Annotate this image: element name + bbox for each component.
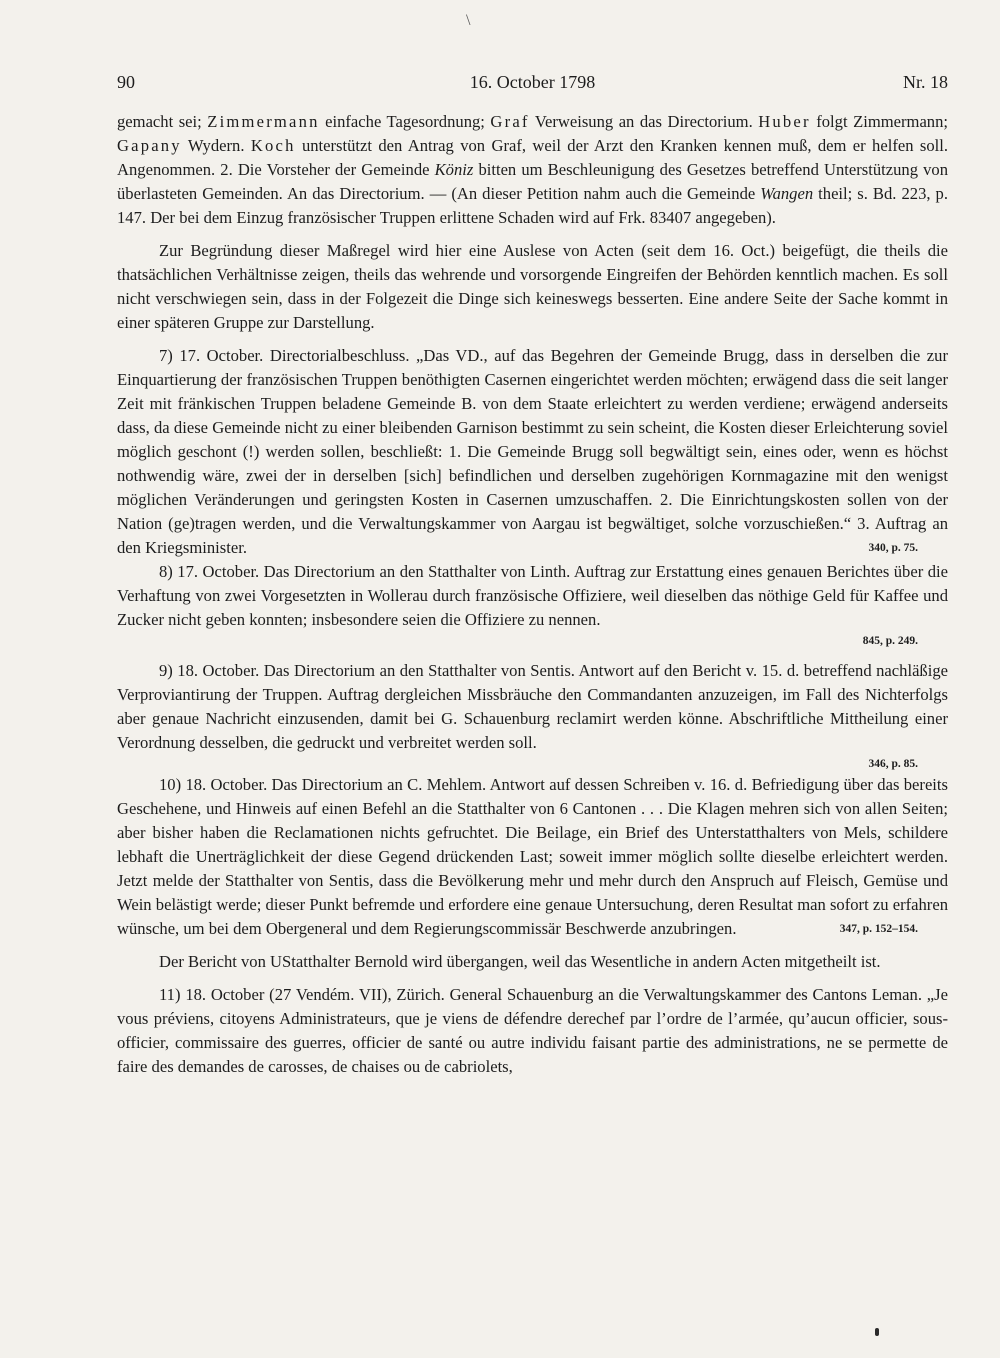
paragraph-item-10 — [117, 773, 948, 941]
page-header — [117, 72, 948, 98]
item-text: 7) 17. October. Directorialbeschluss. „Das VD., auf das Begehren der Gemeinde Brugg, dass in derselben die zur Einquartierung der französischen Truppen benöthigten Casernen eingerichtet werden möchten; erwägend dass die seit langer Zeit mit fränkischen Truppen beladene Gemeinde B. von dem Staate erleichtert zu werden verdiene; erwägend anderseits dass, da diese Gemeinde nicht zu einer bleibenden Garnison bestimmt zu sein scheint, die Kosten dieser Erleichterung soviel möglich geschont (!) werden sollen, beschließt: 1. Die Gemeinde Brugg soll begwältigt sein, eines oder, wenn es höchst nothwendig wäre, zwei der in derselben [sich] befindlichen und derselben zugehörigen Kornmagazine mit den wenigst möglichen Veränderungen und geringsten Kosten in Casernen umzuschaffen. 2. Die Einrichtungskosten sollen von der Nation (ge)tragen werden, und die Verwaltungskammer von Aargau ist begwältiget, solche vorzuschießen.“ 3. Auftrag an den Kriegsminister. — [117, 346, 948, 557]
source-reference: 346, p. 85. — [868, 758, 918, 770]
header-number: Nr. 18 — [903, 72, 948, 92]
spaced-name: Zimmermann — [207, 112, 320, 131]
item-text: 9) 18. October. Das Directorium an den Statthalter von Sentis. Antwort auf den Bericht v. 15. d. betreffend nachläßige Verproviantirung der Truppen. Auftrag dergleichen Missbräuche den Commandanten anzuzeigen, im Fall des Nichterfolgs aber genaue Nachricht einzusenden, damit bei G. Schauenburg reclamirt werden könne. Abschriftliche Mittheilung einer Verordnung desselben, die gedruckt und verbreitet werden soll. — [117, 661, 948, 752]
italic-place-name: Wangen — [760, 184, 814, 203]
paragraph-intro: Zur Begründung dieser Maßregel wird hier eine Auslese von Acten (seit dem 16. Oct.) beigefügt, die theils die thatsächlichen Verhältnisse zeigen, theils das wehrende und vorsorgende Eingreifen der Behörden kenntlich machen. Es soll nicht verschwiegen sein, dass in der Folgezeit die Dinge sich keineswegs besserten. Eine andere Seite der Sache kommt in einer späteren Gruppe zur Darstellung. — [117, 241, 948, 332]
text-run: folgt Zimmermann; — [810, 112, 949, 131]
spaced-name: Koch — [250, 136, 296, 155]
item-text: 10) 18. October. Das Directorium an C. Mehlem. Antwort auf dessen Schreiben v. 16. d. Befriedigung über das bereits Geschehene, und Hinweis auf einen Befehl an die Statthalter von 6 Cantonen . . . Die Klagen mehren sich von allen Seiten; aber bisher haben die Reclamationen nichts gefruchtet. Die Beilage, ein Brief des Unterstatthalters von Mels, schildere lebhaft die Unerträglichkeit der diese Gegend drückenden Last; soweit immer möglich sollte dieselbe erleichtert werden. Jetzt melde der Statthalter von Sentis, dass die Bevölkerung mehr und mehr durch den Anspruch auf Fleisch, Gemüse und Wein belästigt werde; dieser Punkt befremde und erfordere eine genaue Untersuchung, deren Resultat man sofort zu erfahren wünsche, um bei dem Obergeneral und dem Regierungscommissär Beschwerde anzubringen. — [117, 775, 948, 938]
source-reference: 845, p. 249. — [862, 635, 918, 647]
text-run: gemacht sei; — [117, 112, 208, 131]
scan-speck — [875, 1328, 879, 1336]
italic-place-name: Köniz — [434, 160, 474, 179]
document-body — [117, 110, 948, 1079]
paragraph-bernold-note: Der Bericht von UStatthalter Bernold wird übergangen, weil das Wesentliche in andern Acten mitgetheilt ist. — [159, 952, 881, 971]
text-run: Wydern. — [181, 136, 251, 155]
source-reference: 347, p. 152–154. — [839, 923, 918, 935]
page-number: 90 — [117, 72, 135, 92]
text-run: theil; s. Bd. 223, p. 147. Der bei dem Einzug französischer Truppen erlittene Schaden wird auf Frk. 83407 angegeben). — [117, 184, 948, 227]
spaced-name: Huber — [758, 112, 811, 131]
paragraph-item-7 — [117, 344, 948, 560]
spaced-name: Graf — [490, 112, 530, 131]
text-run: einfache Tagesordnung; — [319, 112, 491, 131]
header-date: 16. October 1798 — [469, 72, 596, 92]
paragraph-item-11: 11) 18. October (27 Vendém. VII), Zürich. General Schauenburg an die Verwaltungskammer des Cantons Leman. „Je vous préviens, citoyens Administrateurs, que je viens de défendre derechef par l’ordre de l’armée, qu’aucun officier, sous-officier, commissaire des guerres, officier de santé ou autre individu faisant partie des administrations, ne se permette de faire des demandes de carosses, de chaises ou de cabriolets, — [117, 985, 948, 1076]
text-run: Verweisung an das Directorium. — [529, 112, 759, 131]
top-margin-mark: \ — [466, 12, 471, 29]
paragraph-item-9 — [117, 659, 948, 755]
text-run: unterstützt den Antrag von Graf, weil der Arzt den Kranken kennen muß, dem er helfen soll. Angenommen. 2. Die Vorsteher der Gemeinde — [117, 136, 949, 179]
spaced-name: Gapany — [117, 136, 182, 155]
paragraph-continuation — [117, 110, 948, 230]
paragraph-item-8 — [117, 560, 948, 632]
item-text: 8) 17. October. Das Directorium an den Statthalter von Linth. Auftrag zur Erstattung eines genauen Berichtes über die Verhaftung von zwei Vorgesetzten in Wollerau durch französische Offiziere, weil dieselben das nöthige Geld für Kaffee und Zucker nicht geben konnten; insbesondere seien die Offiziere zu nennen. — [117, 562, 948, 629]
text-run: bitten um Beschleunigung des Gesetzes betreffend Unterstützung von überlasteten Gemeinden. An das Directorium. — (An dieser Petition nahm auch die Gemeinde — [117, 160, 948, 203]
source-reference: 340, p. 75. — [868, 542, 918, 554]
